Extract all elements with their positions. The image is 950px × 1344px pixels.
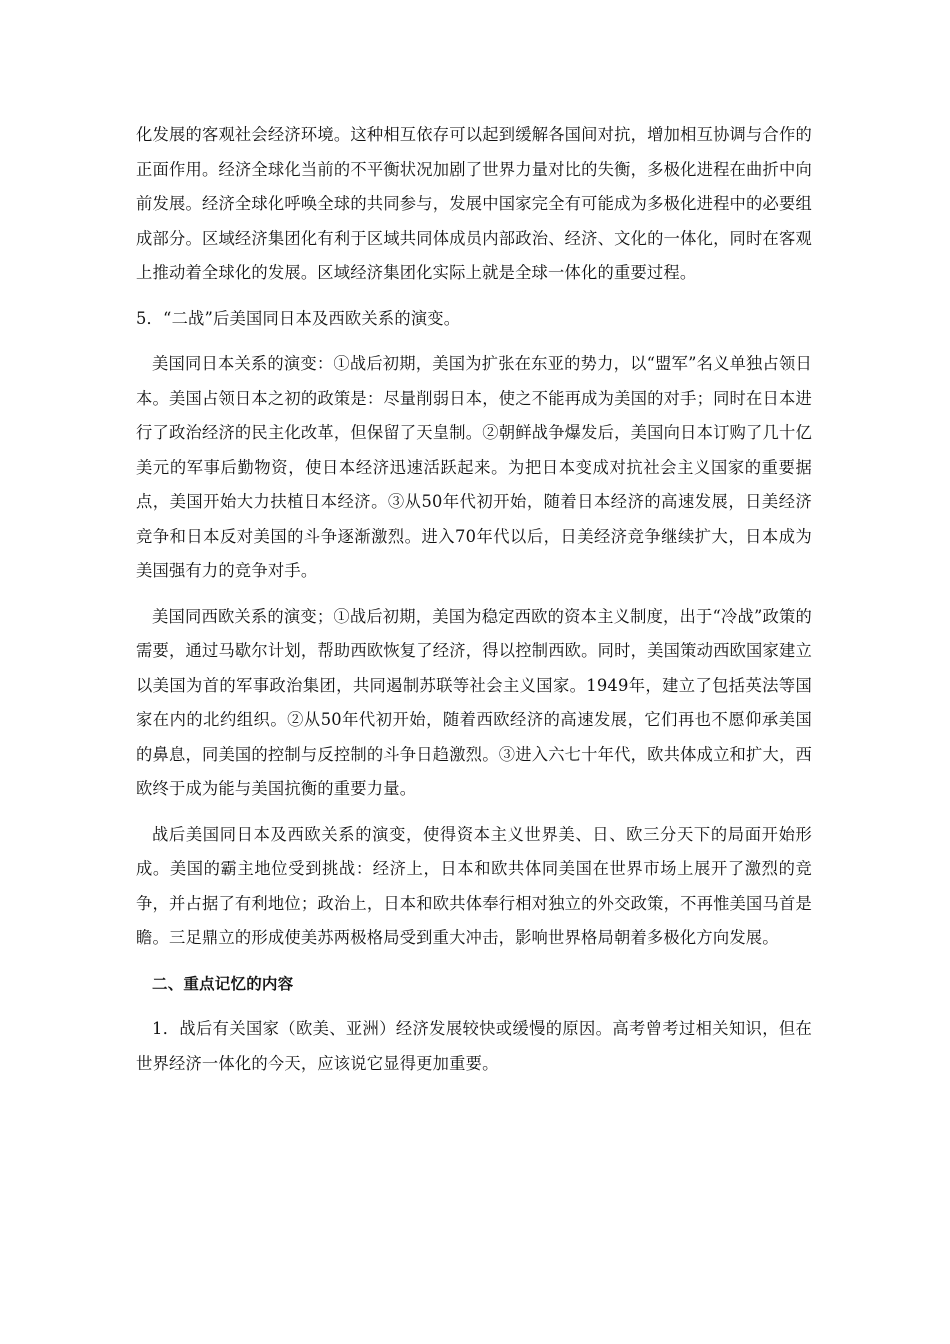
paragraph-globalization: 化发展的客观社会经济环境。这种相互依存可以起到缓解各国间对抗，增加相互协调与合作的正面作用。经济全球化当前的不平衡状况加剧了世界力量对比的失衡，多极化进程在曲折中向前发展。经济全球化呼唤全球的共同参与，发展中国家完全有可能成为多极化进程中的必要组成部分。区域经济集团化有利于区域共同体成员内部政治、经济、文化的一体化，同时在客观上推动着全球化的发展。区域经济集团化实际上就是全球一体化的重要过程。: [136, 125, 812, 282]
paragraph-us-japan: 美国同日本关系的演变：①战后初期，美国为扩张在东亚的势力，以“盟军”名义单独占领日本。美国占领日本之初的政策是：尽量削弱日本，使之不能再成为美国的对手；同时在日本进行了政治经济的民主化改革，但保留了天皇制。②朝鲜战争爆发后，美国向日本订购了几十亿美元的军事后勤物资，使日本经济迅速活跃起来。为把日本变成对抗社会主义国家的重要据点，美国开始大力扶植日本经济。③从50年代初开始，随着日本经济的高速发展，日美经济竞争和日本反对美国的斗争逐渐激烈。进入70年代以后，日美经济竞争继续扩大，日本成为美国强有力的竞争对手。: [136, 354, 812, 580]
document-body: [136, 118, 812, 1081]
paragraph-us-western-europe: 美国同西欧关系的演变；①战后初期，美国为稳定西欧的资本主义制度，出于“冷战”政策的需要，通过马歇尔计划，帮助西欧恢复了经济，得以控制西欧。同时，美国策动西欧国家建立以美国为首的军事政治集团，共同遏制苏联等社会主义国家。1949年，建立了包括英法等国家在内的北约组织。②从50年代初开始，随着西欧经济的高速发展，它们再也不愿仰承美国的鼻息，同美国的控制与反控制的斗争日趋激烈。③进入六七十年代，欧共体成立和扩大，西欧终于成为能与美国抗衡的重要力量。: [136, 606, 812, 798]
paragraph-tripolar-pattern: 战后美国同日本及西欧关系的演变，使得资本主义世界美、日、欧三分天下的局面开始形成。美国的霸主地位受到挑战：经济上，日本和欧共体同美国在世界市场上展开了激烈的竞争，并占据了有利地位；政治上，日本和欧共体奉行相对独立的外交政策，不再惟美国马首是瞻。三足鼎立的形成使美苏两极格局受到重大冲击，影响世界格局朝着多极化方向发展。: [136, 824, 812, 947]
section-5-title: 5．“二战”后美国同日本及西欧关系的演变。: [136, 308, 461, 328]
section-heading-key-memory: 二、重点记忆的内容: [152, 974, 294, 993]
paragraph-item-1: 1．战后有关国家（欧美、亚洲）经济发展较快或缓慢的原因。高考曾考过相关知识，但在世界经济一体化的今天，应该说它显得更加重要。: [136, 1019, 812, 1073]
